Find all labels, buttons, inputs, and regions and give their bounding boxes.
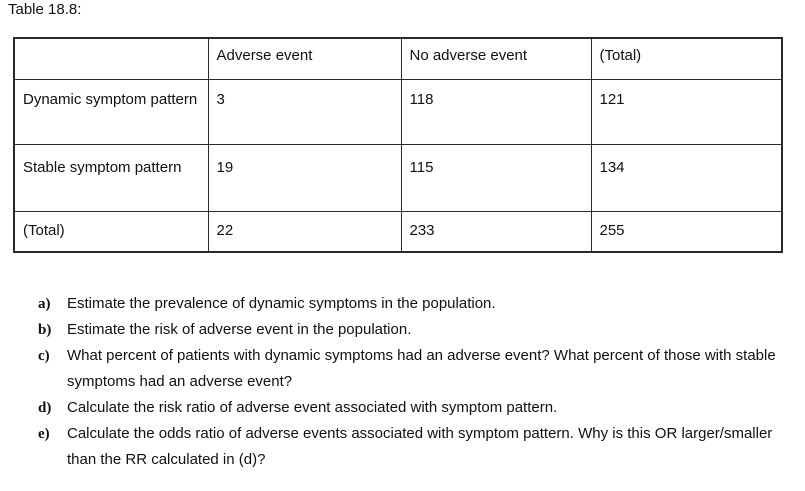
cell-stable-total: 134 bbox=[591, 144, 782, 211]
question-text: Calculate the risk ratio of adverse event associated with symptom pattern. bbox=[67, 399, 558, 416]
question-list bbox=[38, 291, 778, 473]
row-label-total: (Total) bbox=[14, 211, 208, 252]
contingency-table-container bbox=[13, 37, 783, 253]
contingency-table bbox=[13, 37, 783, 253]
question-text: What percent of patients with dynamic symptoms had an adverse event? What percent of those with stable symptoms had an adverse event? bbox=[67, 347, 776, 390]
header-cell-adverse-event: Adverse event bbox=[208, 38, 401, 79]
question-item bbox=[38, 343, 778, 395]
cell-dynamic-adverse: 3 bbox=[208, 79, 401, 144]
question-label: d) bbox=[38, 400, 52, 416]
header-cell-total: (Total) bbox=[591, 38, 782, 79]
question-label: c) bbox=[38, 348, 50, 364]
question-text: Estimate the prevalence of dynamic symptoms in the population. bbox=[67, 295, 496, 312]
cell-dynamic-no-adverse: 118 bbox=[401, 79, 591, 144]
question-label: e) bbox=[38, 426, 50, 442]
cell-stable-adverse: 19 bbox=[208, 144, 401, 211]
table-row-stable bbox=[14, 144, 782, 211]
question-label: b) bbox=[38, 322, 52, 338]
question-text: Estimate the risk of adverse event in the population. bbox=[67, 321, 412, 338]
table-row-total bbox=[14, 211, 782, 252]
row-label-stable: Stable symptom pattern bbox=[14, 144, 208, 211]
table-header-row bbox=[14, 38, 782, 79]
row-label-dynamic: Dynamic symptom pattern bbox=[14, 79, 208, 144]
cell-stable-no-adverse: 115 bbox=[401, 144, 591, 211]
question-label: a) bbox=[38, 296, 51, 312]
table-row-dynamic bbox=[14, 79, 782, 144]
question-item bbox=[38, 421, 778, 473]
cell-total-no-adverse: 233 bbox=[401, 211, 591, 252]
cell-dynamic-total: 121 bbox=[591, 79, 782, 144]
question-text: Calculate the odds ratio of adverse events associated with symptom pattern. Why is this OR larger/smaller than the RR calculated in (d)? bbox=[67, 425, 773, 468]
question-item bbox=[38, 317, 778, 343]
cell-total-total: 255 bbox=[591, 211, 782, 252]
question-item bbox=[38, 291, 778, 317]
question-item bbox=[38, 395, 778, 421]
table-caption: Table 18.8: bbox=[8, 1, 82, 18]
cell-total-adverse: 22 bbox=[208, 211, 401, 252]
header-cell-empty bbox=[14, 38, 208, 79]
header-cell-no-adverse-event: No adverse event bbox=[401, 38, 591, 79]
